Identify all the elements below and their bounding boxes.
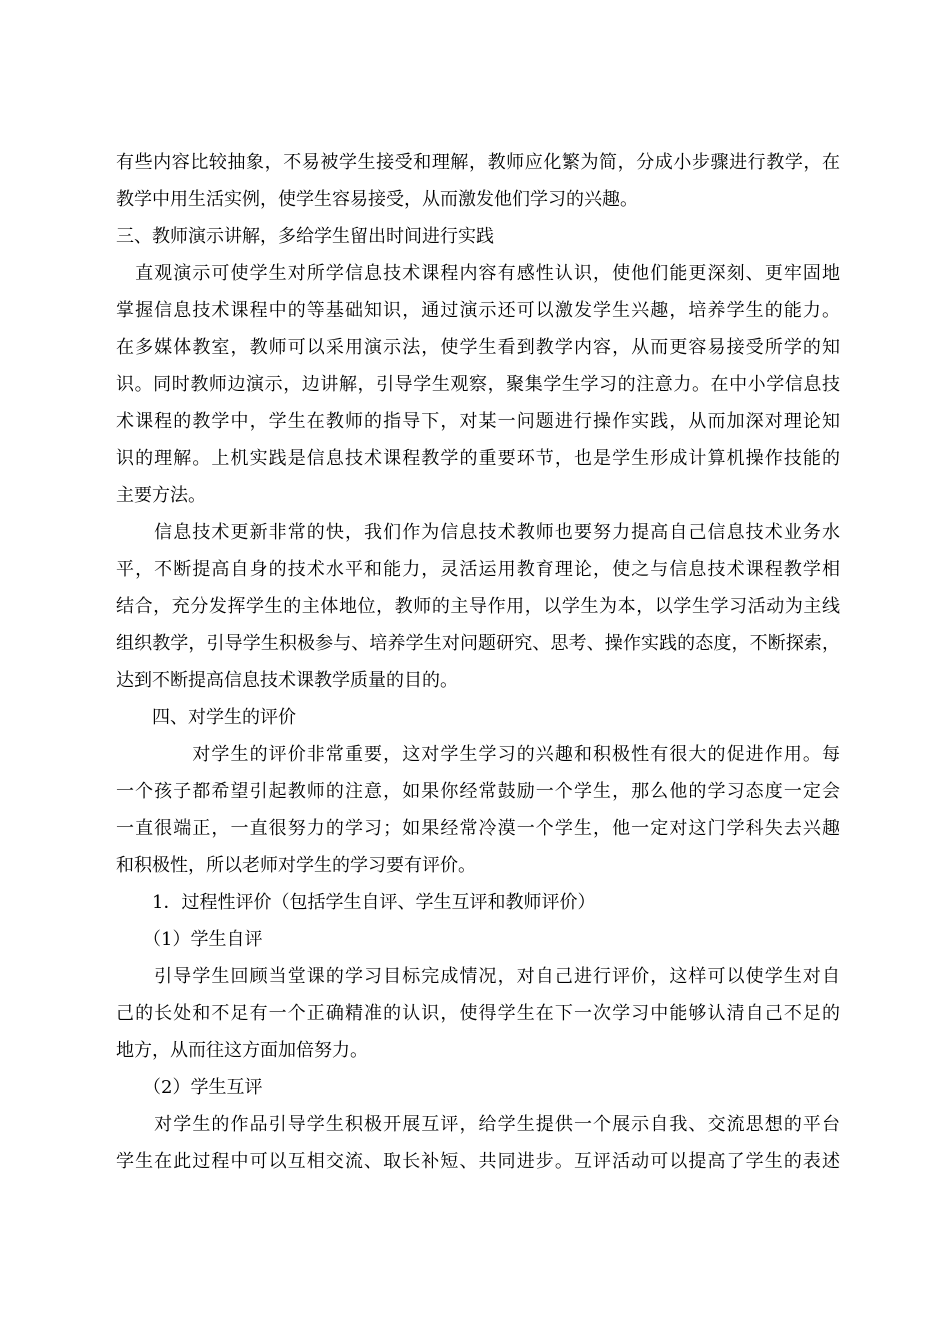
text-line: 结合，充分发挥学生的主体地位，教师的主导作用，以学生为本，以学生学习活动为主线 (116, 596, 840, 617)
section-heading: 四、对学生的评价 (116, 707, 296, 728)
text-line: 直观演示可使学生对所学信息技术课程内容有感性认识，使他们能更深刻、更牢固地 (116, 263, 840, 284)
text-line: 有些内容比较抽象，不易被学生接受和理解，教师应化繁为简，分成小步骤进行教学，在 (116, 152, 840, 173)
text-line: 对学生的作品引导学生积极开展互评，给学生提供一个展示自我、交流思想的平台 (116, 1114, 840, 1135)
text-line: 平，不断提高自身的技术水平和能力，灵活运用教育理论，使之与信息技术课程教学相 (116, 559, 840, 580)
text-line: 教学中用生活实例，使学生容易接受，从而激发他们学习的兴趣。 (116, 189, 638, 210)
text-line: 组织教学，引导学生积极参与、培养学生对问题研究、思考、操作实践的态度，不断探索， (116, 633, 840, 654)
subsection-heading: （1）学生自评 (116, 929, 263, 950)
text-line: 和积极性，所以老师对学生的学习要有评价。 (116, 855, 476, 876)
text-line: 己的长处和不足有一个正确精准的认识，使得学生在下一次学习中能够认清自己不足的 (116, 1003, 840, 1024)
text-line: 达到不断提高信息技术课教学质量的目的。 (116, 670, 458, 691)
text-line: 在多媒体教室，教师可以采用演示法，使学生看到教学内容，从而更容易接受所学的知 (116, 337, 840, 358)
text-line: 识。同时教师边演示，边讲解，引导学生观察，聚集学生学习的注意力。在中小学信息技 (116, 374, 840, 395)
section-heading: 三、教师演示讲解，多给学生留出时间进行实践 (116, 226, 494, 247)
text-line: 地方，从而往这方面加倍努力。 (116, 1040, 368, 1061)
subsection-heading: 1．过程性评价（包括学生自评、学生互评和教师评价） (116, 892, 596, 913)
text-line: 引导学生回顾当堂课的学习目标完成情况，对自己进行评价，这样可以使学生对自 (116, 966, 840, 987)
text-line: 学生在此过程中可以互相交流、取长补短、共同进步。互评活动可以提高了学生的表述 (116, 1151, 840, 1172)
text-line: 识的理解。上机实践是信息技术课程教学的重要环节，也是学生形成计算机操作技能的 (116, 448, 840, 469)
text-line: 术课程的教学中，学生在教师的指导下，对某一问题进行操作实践，从而加深对理论知 (116, 411, 840, 432)
text-line: 对学生的评价非常重要，这对学生学习的兴趣和积极性有很大的促进作用。每 (116, 744, 840, 765)
text-line: 一个孩子都希望引起教师的注意，如果你经常鼓励一个学生，那么他的学习态度一定会 (116, 781, 840, 802)
text-line: 一直很端正，一直很努力的学习；如果经常冷漠一个学生，他一定对这门学科失去兴趣 (116, 818, 840, 839)
text-line: 主要方法。 (116, 485, 206, 506)
text-line: 掌握信息技术课程中的等基础知识，通过演示还可以激发学生兴趣，培养学生的能力。 (116, 300, 840, 321)
text-line: 信息技术更新非常的快，我们作为信息技术教师也要努力提高自己信息技术业务水 (116, 522, 840, 543)
subsection-heading: （2）学生互评 (116, 1077, 263, 1098)
